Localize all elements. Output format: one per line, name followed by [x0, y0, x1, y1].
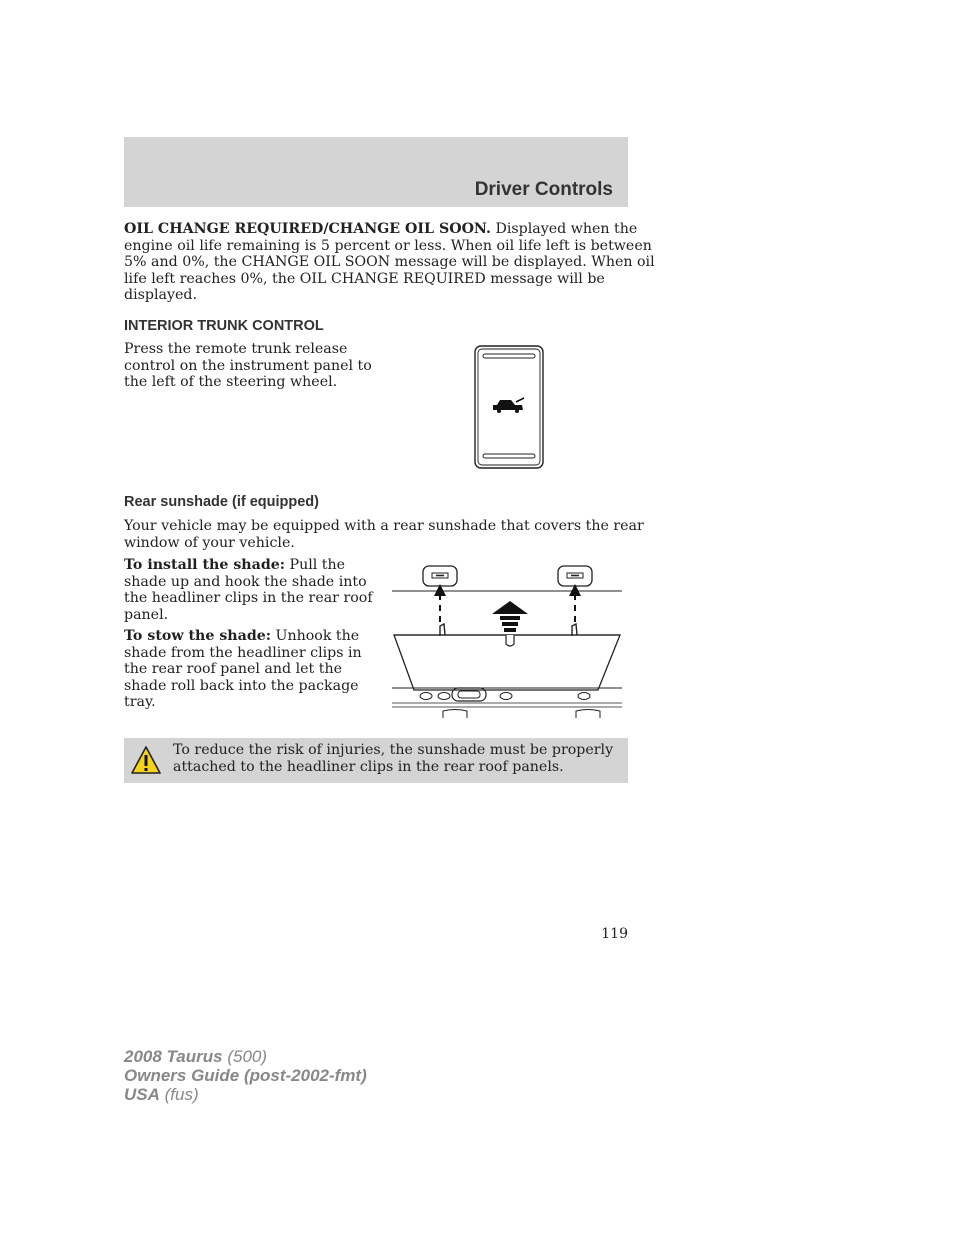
warning-box: [124, 738, 628, 783]
page-number: 119: [601, 926, 628, 942]
trunk-release-switch-illustration: [470, 343, 548, 473]
stow-paragraph: To stow the shade: Unhook the shade from the headliner clips in the rear roof panel and let the shade roll back into the package tray.: [124, 628, 362, 710]
trunk-paragraph: Press the remote trunk release control on the instrument panel to the left of the steering wheel.: [124, 341, 372, 390]
pull-up-arrow-icon: [492, 601, 528, 632]
sunshade-heading: Rear sunshade (if equipped): [124, 494, 319, 510]
section-title: Driver Controls: [474, 179, 613, 200]
oil-change-paragraph: OIL CHANGE REQUIRED/CHANGE OIL SOON. Displayed when the engine oil life remaining is 5 percent or less. When oil life left is between 5% and 0%, the CHANGE OIL SOON message will be displayed. When oil life left reaches 0%, the OIL CHANGE REQUIRED message will be displayed.: [124, 221, 655, 303]
hook-arrow-right-icon: [569, 584, 581, 622]
warning-triangle-icon: [130, 744, 162, 776]
install-paragraph: To install the shade: Pull the shade up and hook the shade into the headliner clips in the rear roof panel.: [124, 557, 373, 623]
headliner-clip-left-icon: [423, 566, 457, 586]
headliner-clip-right-icon: [558, 566, 592, 586]
warning-text: To reduce the risk of injuries, the sunshade must be properly attached to the headliner clips in the rear roof panels.: [173, 742, 614, 775]
rear-sunshade-install-illustration: [388, 560, 628, 720]
trunk-heading: INTERIOR TRUNK CONTROL: [124, 318, 324, 334]
document-footer: 2008 Taurus (500) Owners Guide (post-2002-fmt) USA (fus): [124, 1047, 367, 1104]
hook-arrow-left-icon: [434, 584, 446, 622]
sunshade-intro: Your vehicle may be equipped with a rear sunshade that covers the rear window of your vehicle.: [124, 518, 644, 551]
section-header: [124, 137, 628, 207]
oil-change-lead: OIL CHANGE REQUIRED/CHANGE OIL SOON.: [124, 221, 491, 237]
car-trunk-icon: [493, 398, 524, 413]
